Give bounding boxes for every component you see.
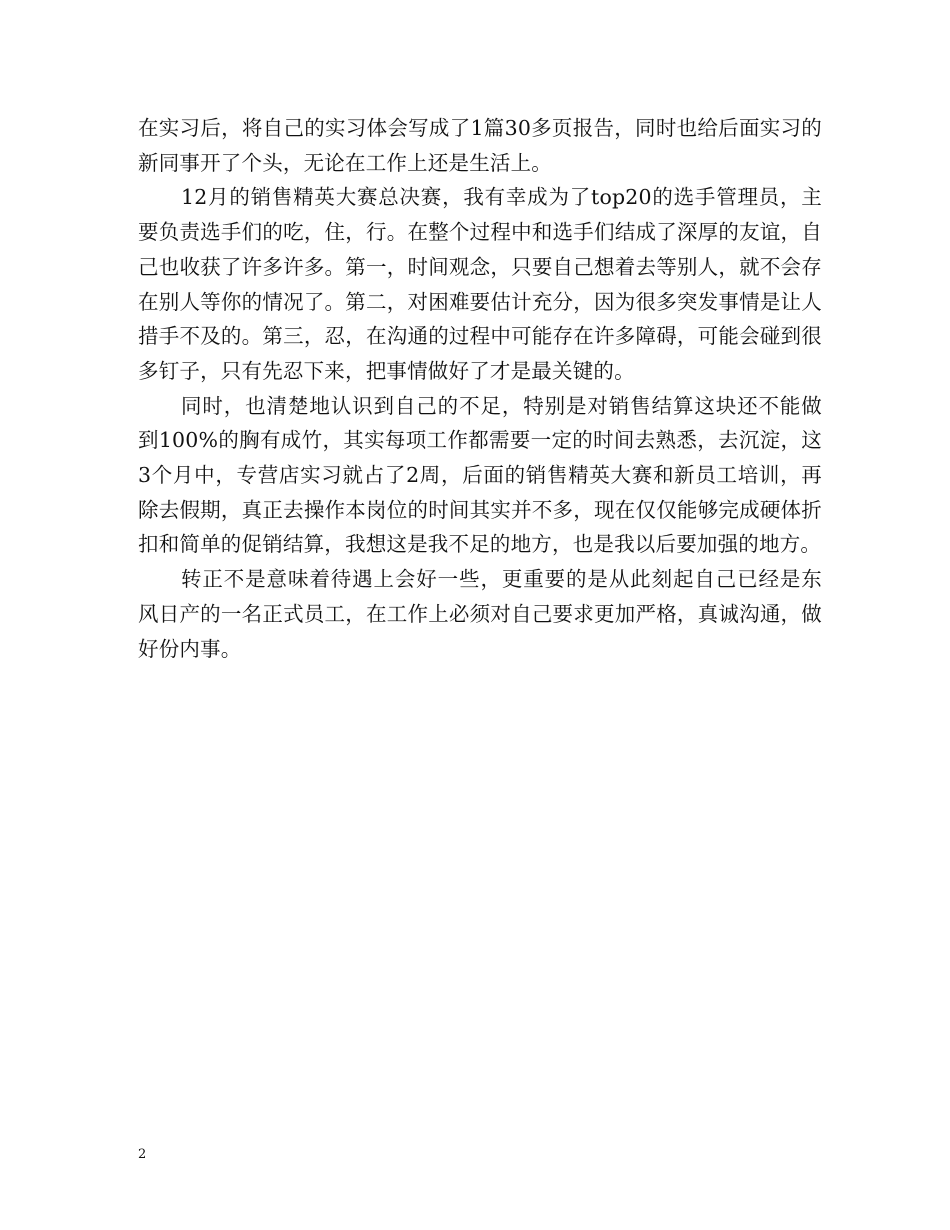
document-body <box>138 111 822 666</box>
paragraph-3: 同时，也清楚地认识到自己的不足，特别是对销售结算这块还不能做到100%的胸有成竹，其实每项工作都需要一定的时间去熟悉，去沉淀，这3个月中，专营店实习就占了2周，后面的销售精英大赛和新员工培训，再除去假期，真正去操作本岗位的时间其实并不多，现在仅仅能够完成硬体折扣和简单的促销结算，我想这是我不足的地方，也是我以后要加强的地方。 <box>138 393 822 557</box>
page-number: 2 <box>138 1147 147 1162</box>
paragraph-4: 转正不是意味着待遇上会好一些，更重要的是从此刻起自己已经是东风日产的一名正式员工，在工作上必须对自己要求更加严格，真诚沟通，做好份内事。 <box>138 567 822 661</box>
paragraph-2: 12月的销售精英大赛总决赛，我有幸成为了top20的选手管理员，主要负责选手们的吃，住，行。在整个过程中和选手们结成了深厚的友谊，自己也收获了许多许多。第一，时间观念，只要自己想着去等别人，就不会存在别人等你的情况了。第二，对困难要估计充分，因为很多突发事情是让人措手不及的。第三，忍，在沟通的过程中可能存在许多障碍，可能会碰到很多钉子，只有先忍下来，把事情做好了才是最关键的。 <box>138 185 822 383</box>
paragraph-1: 在实习后，将自己的实习体会写成了1篇30多页报告，同时也给后面实习的新同事开了个头，无论在工作上还是生活上。 <box>138 116 822 175</box>
